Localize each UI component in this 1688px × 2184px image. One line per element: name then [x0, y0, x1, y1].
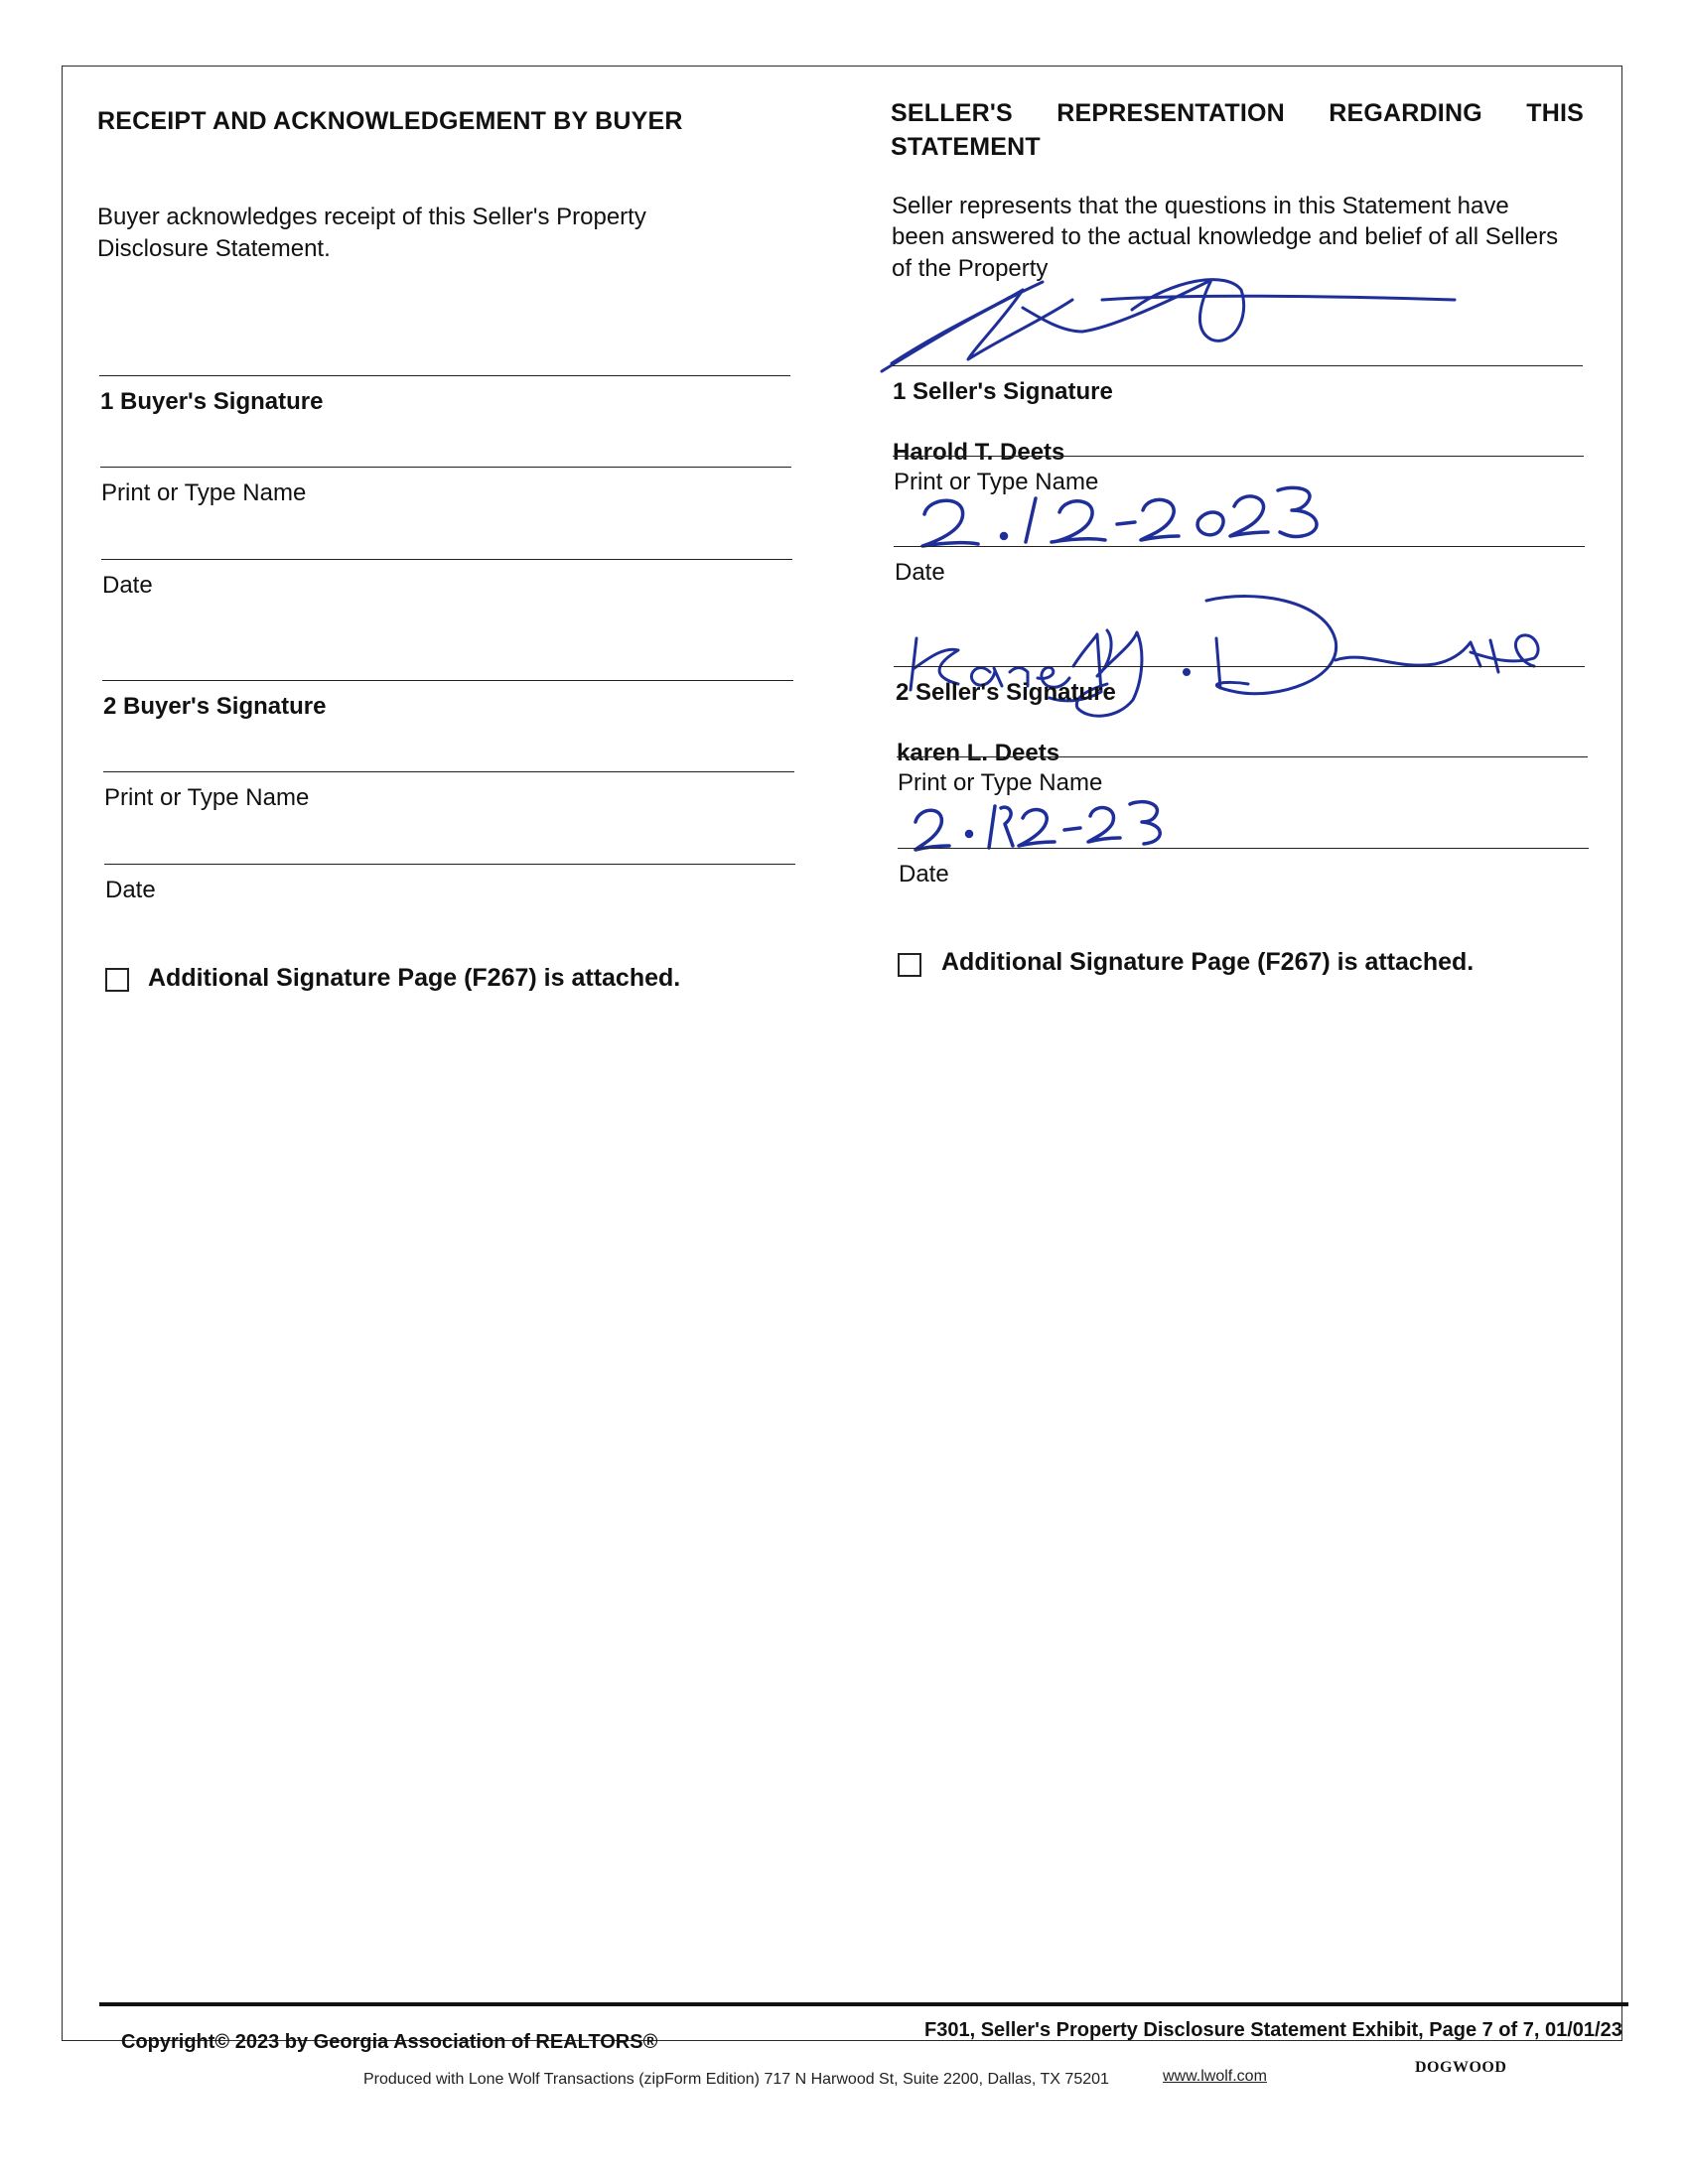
- seller-heading-word-4: THIS: [1526, 99, 1584, 127]
- seller2-handwritten-date: [906, 794, 1184, 864]
- seller-heading-line1: [891, 99, 1584, 128]
- buyer1-date-line[interactable]: [101, 559, 792, 560]
- seller2-date-label: Date: [899, 861, 949, 887]
- footer-producer-link[interactable]: www.lwolf.com: [1163, 2068, 1267, 2085]
- buyer1-signature-line[interactable]: [99, 375, 790, 376]
- buyer2-name-line[interactable]: [103, 771, 794, 772]
- buyer-heading: RECEIPT AND ACKNOWLEDGEMENT BY BUYER: [97, 107, 683, 135]
- footer-rule: [99, 2002, 1628, 2006]
- buyer2-signature-label: 2 Buyer's Signature: [103, 693, 327, 720]
- seller-rep-line2: been answered to the actual knowledge and belief of all Sellers: [892, 223, 1559, 250]
- footer-producer: Produced with Lone Wolf Transactions (zipForm Edition) 717 N Harwood St, Suite 2200, Dallas, TX 75201: [363, 2071, 1109, 2088]
- seller-heading-word-3: REGARDING: [1329, 99, 1482, 127]
- buyer1-signature-label: 1 Buyer's Signature: [100, 388, 324, 415]
- seller1-signature-label: 1 Seller's Signature: [893, 378, 1113, 405]
- seller2-name-line[interactable]: [897, 756, 1588, 757]
- buyer2-name-label: Print or Type Name: [104, 784, 310, 811]
- buyer1-name-label: Print or Type Name: [101, 479, 307, 506]
- seller1-handwritten-signature: [874, 260, 1470, 379]
- footer-form-info: F301, Seller's Property Disclosure Statement Exhibit, Page 7 of 7, 01/01/23: [924, 2019, 1622, 2041]
- seller2-name-label: Print or Type Name: [898, 769, 1103, 796]
- seller2-printed-name: karen L. Deets: [897, 740, 1060, 766]
- seller1-date-label: Date: [895, 559, 945, 586]
- seller1-signature-line[interactable]: [892, 365, 1583, 366]
- seller-heading-word-1: SELLER'S: [891, 99, 1013, 127]
- seller1-name-label: Print or Type Name: [894, 469, 1099, 495]
- seller-heading-line2: STATEMENT: [891, 133, 1041, 161]
- seller-rep-line1: Seller represents that the questions in this Statement have: [892, 193, 1509, 219]
- footer-copyright: Copyright© 2023 by Georgia Association of REALTORS®: [121, 2031, 658, 2053]
- buyer2-date-line[interactable]: [104, 864, 795, 865]
- buyer-ack-line2: Disclosure Statement.: [97, 235, 331, 262]
- buyer-additional-page-checkbox[interactable]: [105, 968, 129, 992]
- seller1-name-line[interactable]: [893, 456, 1584, 457]
- seller-rep-line3: of the Property: [892, 255, 1049, 282]
- buyer1-date-label: Date: [102, 572, 153, 599]
- buyer2-date-label: Date: [105, 877, 156, 903]
- seller1-date-line[interactable]: [894, 546, 1585, 547]
- seller2-signature-label: 2 Seller's Signature: [896, 679, 1116, 706]
- buyer-ack-line1: Buyer acknowledges receipt of this Seller's Property: [97, 204, 646, 230]
- seller-additional-page-label: Additional Signature Page (F267) is attached.: [941, 948, 1475, 976]
- footer-brand: DOGWOOD: [1415, 2059, 1507, 2076]
- seller2-signature-line[interactable]: [894, 666, 1585, 667]
- seller-heading-word-2: REPRESENTATION: [1056, 99, 1285, 127]
- buyer-additional-page-label: Additional Signature Page (F267) is attached.: [148, 964, 681, 992]
- seller-additional-page-checkbox[interactable]: [898, 953, 921, 977]
- buyer1-name-line[interactable]: [100, 467, 791, 468]
- seller1-printed-name: Harold T. Deets: [893, 439, 1065, 466]
- seller2-date-line[interactable]: [898, 848, 1589, 849]
- seller1-handwritten-date: [918, 477, 1336, 556]
- buyer2-signature-line[interactable]: [102, 680, 793, 681]
